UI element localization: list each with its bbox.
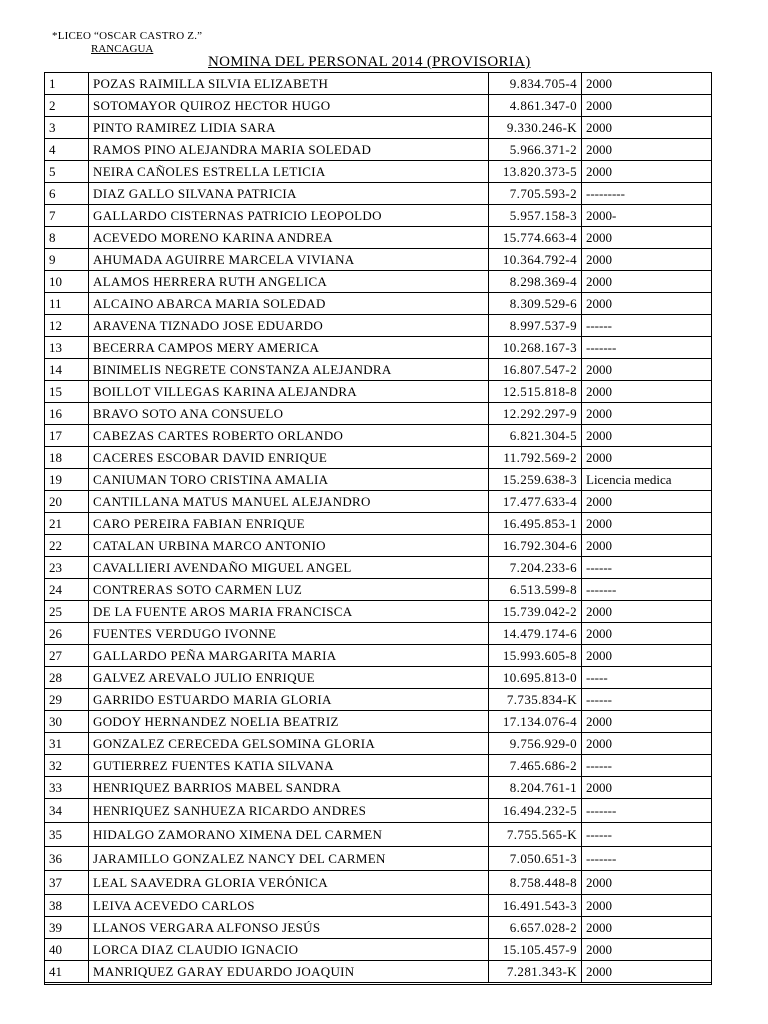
row-number: 23 (45, 557, 89, 579)
table-row (45, 847, 712, 871)
row-number: 35 (45, 823, 89, 847)
employee-rut: 16.491.543-3 (489, 895, 582, 917)
employee-status: 2000 (582, 403, 712, 425)
employee-rut: 11.792.569-2 (489, 447, 582, 469)
employee-status: 2000 (582, 73, 712, 95)
employee-status: ------ (582, 689, 712, 711)
employee-status: 2000 (582, 917, 712, 939)
employee-status: 2000 (582, 491, 712, 513)
employee-name: BECERRA CAMPOS MERY AMERICA (89, 337, 489, 359)
row-number: 27 (45, 645, 89, 667)
employee-status: 2000 (582, 871, 712, 895)
row-number: 33 (45, 777, 89, 799)
employee-name: BRAVO SOTO ANA CONSUELO (89, 403, 489, 425)
employee-status: 2000 (582, 535, 712, 557)
employee-status: 2000 (582, 117, 712, 139)
school-name: *LICEO “OSCAR CASTRO Z.” (52, 30, 203, 42)
document-title: NOMINA DEL PERSONAL 2014 (PROVISORIA) (208, 54, 531, 70)
employee-status: ------- (582, 799, 712, 823)
table-row (45, 491, 712, 513)
employee-rut: 9.756.929-0 (489, 733, 582, 755)
employee-status: 2000 (582, 711, 712, 733)
employee-name: LEIVA ACEVEDO CARLOS (89, 895, 489, 917)
employee-status: 2000 (582, 293, 712, 315)
employee-name: GONZALEZ CERECEDA GELSOMINA GLORIA (89, 733, 489, 755)
row-number: 30 (45, 711, 89, 733)
employee-name: HENRIQUEZ SANHUEZA RICARDO ANDRES (89, 799, 489, 823)
employee-name: ALAMOS HERRERA RUTH ANGELICA (89, 271, 489, 293)
row-number: 26 (45, 623, 89, 645)
table-row (45, 205, 712, 227)
row-number: 8 (45, 227, 89, 249)
employee-name: BOILLOT VILLEGAS KARINA ALEJANDRA (89, 381, 489, 403)
employee-status: --------- (582, 183, 712, 205)
employee-name: CARO PEREIRA FABIAN ENRIQUE (89, 513, 489, 535)
row-number: 3 (45, 117, 89, 139)
table-row (45, 601, 712, 623)
employee-name: DE LA FUENTE AROS MARIA FRANCISCA (89, 601, 489, 623)
table-row (45, 469, 712, 491)
employee-rut: 9.834.705-4 (489, 73, 582, 95)
employee-status: 2000 (582, 895, 712, 917)
employee-status: 2000 (582, 227, 712, 249)
employee-name: CANIUMAN TORO CRISTINA AMALIA (89, 469, 489, 491)
employee-rut: 7.204.233-6 (489, 557, 582, 579)
table-row (45, 557, 712, 579)
employee-name: AHUMADA AGUIRRE MARCELA VIVIANA (89, 249, 489, 271)
row-number: 10 (45, 271, 89, 293)
table-row (45, 895, 712, 917)
employee-status: ------- (582, 847, 712, 871)
table-row (45, 447, 712, 469)
employee-rut: 17.134.076-4 (489, 711, 582, 733)
row-number: 9 (45, 249, 89, 271)
employee-rut: 12.292.297-9 (489, 403, 582, 425)
row-number: 5 (45, 161, 89, 183)
employee-name: ALCAINO ABARCA MARIA SOLEDAD (89, 293, 489, 315)
employee-rut: 15.774.663-4 (489, 227, 582, 249)
row-number: 31 (45, 733, 89, 755)
table-row (45, 139, 712, 161)
employee-name: GUTIERREZ FUENTES KATIA SILVANA (89, 755, 489, 777)
employee-status: 2000 (582, 601, 712, 623)
employee-name: PINTO RAMIREZ LIDIA SARA (89, 117, 489, 139)
row-number: 4 (45, 139, 89, 161)
employee-name: GALVEZ AREVALO JULIO ENRIQUE (89, 667, 489, 689)
employee-status: 2000 (582, 645, 712, 667)
employee-rut: 10.268.167-3 (489, 337, 582, 359)
employee-status: 2000 (582, 271, 712, 293)
employee-status: 2000 (582, 777, 712, 799)
row-number: 41 (45, 961, 89, 983)
table-row (45, 667, 712, 689)
employee-status: 2000 (582, 95, 712, 117)
employee-name: CABEZAS CARTES ROBERTO ORLANDO (89, 425, 489, 447)
employee-status: 2000 (582, 161, 712, 183)
employee-rut: 16.807.547-2 (489, 359, 582, 381)
employee-name: DIAZ GALLO SILVANA PATRICIA (89, 183, 489, 205)
employee-name: GALLARDO CISTERNAS PATRICIO LEOPOLDO (89, 205, 489, 227)
table-row (45, 689, 712, 711)
employee-rut: 6.513.599-8 (489, 579, 582, 601)
employee-rut: 6.657.028-2 (489, 917, 582, 939)
employee-status: ----- (582, 667, 712, 689)
employee-name: GARRIDO ESTUARDO MARIA GLORIA (89, 689, 489, 711)
row-number: 7 (45, 205, 89, 227)
employee-status: 2000- (582, 205, 712, 227)
employee-rut: 7.705.593-2 (489, 183, 582, 205)
row-number: 13 (45, 337, 89, 359)
employee-name: ARAVENA TIZNADO JOSE EDUARDO (89, 315, 489, 337)
table-row (45, 711, 712, 733)
employee-status: 2000 (582, 139, 712, 161)
table-row (45, 513, 712, 535)
row-number: 15 (45, 381, 89, 403)
table-row (45, 917, 712, 939)
employee-name: CONTRERAS SOTO CARMEN LUZ (89, 579, 489, 601)
staff-table (44, 72, 712, 983)
row-number: 34 (45, 799, 89, 823)
employee-status: ------ (582, 755, 712, 777)
row-number: 24 (45, 579, 89, 601)
row-number: 28 (45, 667, 89, 689)
row-number: 1 (45, 73, 89, 95)
row-number: 17 (45, 425, 89, 447)
employee-rut: 8.758.448-8 (489, 871, 582, 895)
row-number: 14 (45, 359, 89, 381)
employee-name: HIDALGO ZAMORANO XIMENA DEL CARMEN (89, 823, 489, 847)
row-number: 18 (45, 447, 89, 469)
employee-status: 2000 (582, 381, 712, 403)
staff-table-body (45, 73, 712, 983)
row-number: 36 (45, 847, 89, 871)
row-number: 32 (45, 755, 89, 777)
employee-rut: 15.105.457-9 (489, 939, 582, 961)
employee-rut: 8.298.369-4 (489, 271, 582, 293)
employee-name: FUENTES VERDUGO IVONNE (89, 623, 489, 645)
employee-status: ------ (582, 557, 712, 579)
table-row (45, 403, 712, 425)
employee-name: ACEVEDO MORENO KARINA ANDREA (89, 227, 489, 249)
employee-status: 2000 (582, 961, 712, 983)
employee-rut: 17.477.633-4 (489, 491, 582, 513)
table-row (45, 249, 712, 271)
employee-name: MANRIQUEZ GARAY EDUARDO JOAQUIN (89, 961, 489, 983)
employee-status: 2000 (582, 513, 712, 535)
employee-rut: 5.957.158-3 (489, 205, 582, 227)
row-number: 37 (45, 871, 89, 895)
table-row (45, 161, 712, 183)
table-row (45, 359, 712, 381)
employee-status: ------- (582, 337, 712, 359)
employee-rut: 9.330.246-K (489, 117, 582, 139)
row-number: 38 (45, 895, 89, 917)
employee-rut: 16.495.853-1 (489, 513, 582, 535)
row-number: 22 (45, 535, 89, 557)
row-number: 20 (45, 491, 89, 513)
employee-name: LLANOS VERGARA ALFONSO JESÚS (89, 917, 489, 939)
table-row (45, 579, 712, 601)
employee-name: RAMOS PINO ALEJANDRA MARIA SOLEDAD (89, 139, 489, 161)
employee-status: 2000 (582, 733, 712, 755)
employee-rut: 6.821.304-5 (489, 425, 582, 447)
employee-status: 2000 (582, 359, 712, 381)
employee-rut: 8.309.529-6 (489, 293, 582, 315)
employee-name: GALLARDO PEÑA MARGARITA MARIA (89, 645, 489, 667)
employee-rut: 15.259.638-3 (489, 469, 582, 491)
employee-name: HENRIQUEZ BARRIOS MABEL SANDRA (89, 777, 489, 799)
employee-name: JARAMILLO GONZALEZ NANCY DEL CARMEN (89, 847, 489, 871)
table-row (45, 777, 712, 799)
table-row (45, 337, 712, 359)
employee-status: 2000 (582, 249, 712, 271)
employee-rut: 13.820.373-5 (489, 161, 582, 183)
table-row (45, 425, 712, 447)
employee-status: ------- (582, 579, 712, 601)
employee-name: POZAS RAIMILLA SILVIA ELIZABETH (89, 73, 489, 95)
employee-rut: 5.966.371-2 (489, 139, 582, 161)
employee-name: CATALAN URBINA MARCO ANTONIO (89, 535, 489, 557)
employee-name: GODOY HERNANDEZ NOELIA BEATRIZ (89, 711, 489, 733)
table-row (45, 183, 712, 205)
employee-status: ------ (582, 315, 712, 337)
employee-rut: 7.755.565-K (489, 823, 582, 847)
employee-rut: 15.739.042-2 (489, 601, 582, 623)
employee-rut: 14.479.174-6 (489, 623, 582, 645)
table-row (45, 623, 712, 645)
employee-rut: 16.494.232-5 (489, 799, 582, 823)
employee-rut: 16.792.304-6 (489, 535, 582, 557)
row-number: 25 (45, 601, 89, 623)
employee-name: BINIMELIS NEGRETE CONSTANZA ALEJANDRA (89, 359, 489, 381)
row-number: 39 (45, 917, 89, 939)
table-row (45, 271, 712, 293)
row-number: 29 (45, 689, 89, 711)
row-number: 21 (45, 513, 89, 535)
employee-rut: 15.993.605-8 (489, 645, 582, 667)
table-row (45, 871, 712, 895)
row-number: 11 (45, 293, 89, 315)
row-number: 40 (45, 939, 89, 961)
employee-name: CACERES ESCOBAR DAVID ENRIQUE (89, 447, 489, 469)
employee-name: NEIRA CAÑOLES ESTRELLA LETICIA (89, 161, 489, 183)
table-row (45, 823, 712, 847)
employee-name: LEAL SAAVEDRA GLORIA VERÓNICA (89, 871, 489, 895)
table-row (45, 535, 712, 557)
table-row (45, 939, 712, 961)
table-row (45, 117, 712, 139)
table-row (45, 961, 712, 983)
employee-status: 2000 (582, 939, 712, 961)
employee-rut: 7.465.686-2 (489, 755, 582, 777)
row-number: 19 (45, 469, 89, 491)
employee-rut: 10.695.813-0 (489, 667, 582, 689)
employee-name: CANTILLANA MATUS MANUEL ALEJANDRO (89, 491, 489, 513)
table-row (45, 381, 712, 403)
employee-status: 2000 (582, 425, 712, 447)
employee-status: Licencia medica (582, 469, 712, 491)
row-number: 2 (45, 95, 89, 117)
employee-name: CAVALLIERI AVENDAÑO MIGUEL ANGEL (89, 557, 489, 579)
row-number: 6 (45, 183, 89, 205)
employee-rut: 7.050.651-3 (489, 847, 582, 871)
table-row (45, 95, 712, 117)
employee-rut: 7.281.343-K (489, 961, 582, 983)
table-row (45, 755, 712, 777)
employee-rut: 8.204.761-1 (489, 777, 582, 799)
table-row (45, 315, 712, 337)
employee-status: 2000 (582, 447, 712, 469)
table-row (45, 645, 712, 667)
row-number: 16 (45, 403, 89, 425)
employee-status: ------ (582, 823, 712, 847)
table-row (45, 227, 712, 249)
employee-rut: 10.364.792-4 (489, 249, 582, 271)
table-row (45, 799, 712, 823)
employee-rut: 4.861.347-0 (489, 95, 582, 117)
employee-status: 2000 (582, 623, 712, 645)
row-number: 12 (45, 315, 89, 337)
employee-name: SOTOMAYOR QUIROZ HECTOR HUGO (89, 95, 489, 117)
employee-rut: 8.997.537-9 (489, 315, 582, 337)
employee-rut: 7.735.834-K (489, 689, 582, 711)
table-row (45, 733, 712, 755)
employee-name: LORCA DIAZ CLAUDIO IGNACIO (89, 939, 489, 961)
table-row (45, 73, 712, 95)
table-row (45, 293, 712, 315)
employee-rut: 12.515.818-8 (489, 381, 582, 403)
city-name: RANCAGUA (91, 43, 154, 55)
